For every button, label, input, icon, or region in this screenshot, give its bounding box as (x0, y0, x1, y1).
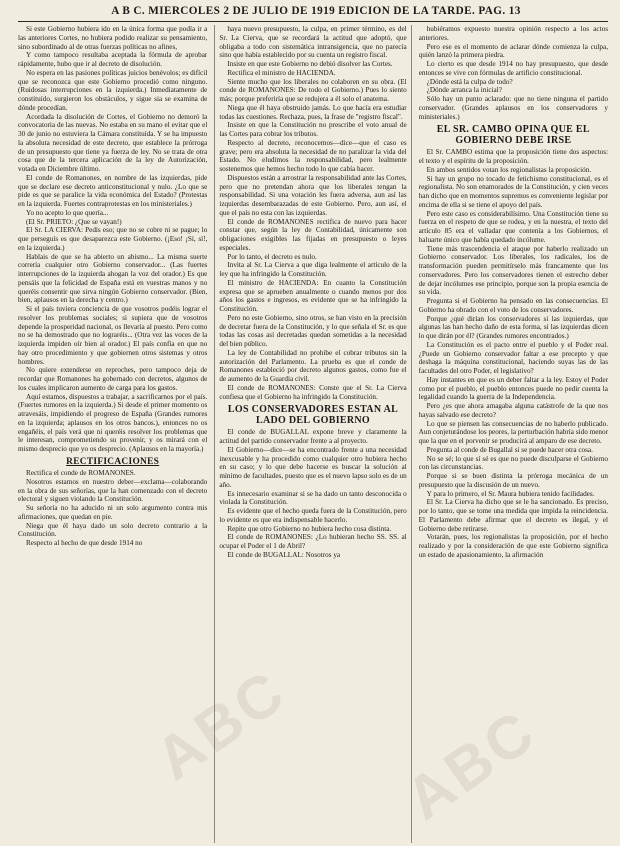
paragraph: Respecto al decreto, reconocemos—dice—que el caso es grave; pero era absoluta la necesidad de no paralizar la vida del Estado. No eludimos la responsabilidad, pero lealmente sostenemos que hemos hecho todo lo que cabía hacer. (219, 138, 407, 173)
paragraph: Si el país tuviera conciencia de que vosotros podéis lograr el resolver los problemas sociales; si supiera que de vosotros depende la prosperidad nacional, os llevaría al puesto. Pero como no se ha demostrado que no lograréis... (Otra vez las voces de la izquierda impiden oír bien al orador.) El país confía en que no hay otro procedimiento y que gobiernen otros sistemas y otros hombres. (18, 305, 208, 366)
paragraph: El conde de BUGALLAL expone breve y claramente la actitud del partido conservador frente a al proyecto. (219, 428, 407, 445)
paragraph: Es evidente que el hecho queda fuera de la Constitución, pero lo evidente es que era indispensable hacerlo. (219, 507, 407, 524)
paragraph: El conde de ROMANONES: Conste que el Sr. La Cierva confiesa que el Gobierno ha infringido la Constitución. (219, 383, 407, 401)
paragraph: ¿Dónde está la culpa de todo? (426, 77, 513, 86)
column-3-body (419, 25, 608, 121)
paragraph: Tiene más trascendencia el ataque por haberlo realizado un Gobierno conservador. Los liberales, los radicales, los de transformación pueden permitírselo más francamente que los conservadores. Pero los conservadores tienen el estrecho deber de dejar incólumes ese principio, porque son la propia esencia de su vida. (418, 244, 608, 297)
paragraph: Si hay un grupo no tocado de fetichismo constitucional, es el regionalista. No son enamorados de la Constitución, y cien veces han dicho que en momentos supremos es conveniente legislar por encima de ella si se tiene el apoyo del país. (418, 174, 608, 209)
paragraph: Pregunta al conde de Bugallal si se puede hacer otra cosa. (426, 445, 593, 454)
paragraph: Hablais de que se ha abierto un abismo... La misma suerte correría cualquier otro Gobierno conservador... (Las fuertes interrupciones de la izquierda ahogan la voz del orador.) Es que pensáis que la felicidad de España está en vuestras manos y no queréis consentir que sirva ningún Gobierno conservador. (Bien, bien, aplausos en la derecha y centro.) (18, 252, 208, 305)
paragraph: Dispuestos están a arrostrar la responsabilidad ante las Cortes, pero que no pretendan ahora que los liberales tengan la responsabilidad. Si una votación les fuera adversa, aun así las izquierdas desembarazadas de este Gobierno. Pero, aun así, el que el país no esta con las izquierdas. (219, 173, 407, 217)
paragraph: Pero este caso es considerabilísimo. Una Constitución tiene su fuerza en el respeto de que se rodea, y en la nuestra, el texto del artículo 85 era el valladar que contenía a los Gobiernos, el baluarte único que había quedado incólume. (418, 209, 608, 244)
paragraph: Pero ese es el momento de aclarar dónde comienza la culpa, quién lanzó la primera piedra. (418, 42, 608, 60)
heading-cambo: EL SR. CAMBO OPINA QUE EL GOBIERNO DEBE IRSE (436, 124, 590, 147)
paragraph: Nosotros estamos en nuestro deber—exclama—colaborando en la obra de sus señorías, que la han comenzado con el decreto electoral y siguen violando la Constitución. (18, 477, 208, 504)
paragraph: El Sr. LA CIERVA: Pedís eso; que no se cobre ni se pague; lo que perseguís es que desaparezca este Gobierno. (¡Eso! ¡Sí, sí!, en la izquierda.) (18, 226, 208, 252)
paragraph: Hay instantes en que es un deber faltar a la ley. Estoy el Poder como por el pueblo, el pueblo entonces puede no pedir cuenta la legalidad cuando la guerra de la Independencia. (418, 375, 608, 402)
page-header (18, 5, 608, 22)
column-2-rest (219, 428, 406, 559)
paragraph: Niega que él haya obstruido jamás. Lo que hacía era estudiar todas las cuestiones. Rechaza, pues, la frase de "registro fiscal". (219, 103, 407, 121)
paragraph: No espera en las pasiones políticas juicios benévolos; es difícil que se reconozca que este Gobierno procedió como ninguno. (Ruidosas interrupciones en la izquierda.) Inmediatamente de constituído, surgieron los obstáculos, y sigue sia se examina de dónde procedían. (18, 68, 208, 112)
paragraph: Acordada la disolución de Cortes, el Gobierno no demoró la convocatoria de las nuevas. No estaba en su mano el evitar que el 30 de junio no estuviera la Cámara constituída. Y se ha impuesto la absoluta necesidad de este decreto, que establece la prórroga de un presupuesto que tiene ya fuerza de ley. No se trata de otra cosa que de la tercera aplicación de la ley de Autorización, votada en Diciembre último. (18, 112, 208, 173)
paragraph: Insiste en que la Constitución no prescribe el voto anual de las Cortes para cobrar los tributos. (219, 121, 407, 138)
paragraph: Pero ¿es que ahora amagaba alguna catástrofe de la que nos hayas salvado ese decreto? (418, 402, 608, 419)
paragraph: No quiere extenderse en reproches, pero tampoco deja de recordar que Romanones ha gobernado con decretos, algunos de los cuales implicaron aumento de carga para los gastos. (18, 366, 208, 392)
column-1 (18, 25, 207, 843)
paragraph: Y como tampoco resultaba aceptada la fórmula de aprobar rápidamente, hubo que ir al decreto de disolución. (18, 51, 208, 68)
paragraph: Votarán, pues, los regionalistas la proposición, por el hecho realizado y por la consideración de que este Gobierno significa un estado de apasionamiento, la afirmación (418, 533, 608, 559)
paragraph: Si este Gobierno hubiera ido en la única forma que podía ir a las anteriores Cortes, no hubiera podido realizar su pensamiento, sino subordinado al de otras fuerzas políticas no afines, (18, 25, 208, 51)
column-3 (419, 25, 608, 843)
article-columns (18, 25, 608, 843)
paragraph: Respecto al hecho de que desde 1914 no (26, 539, 143, 548)
paragraph: El Gobierno—dice—se ha encontrado frente a una necesidad inexcusable y ha procedido como cualquier otro hubiera hecho en su caso; y lo que debe hacerse es buscar la solución al mínimo de facultades, puesto que es el nuevo lapso solo es de un año. (219, 445, 407, 489)
paragraph: No se sé; lo que sí sé es que no puede disculparse el Gobierno con las circunstancias. (418, 454, 608, 472)
paragraph: Pregunta si el Gobierno ha pensado en las consecuencias. El Gobierno ha obrado con el voto de los conservadores. (418, 297, 608, 314)
paragraph: El conde de ROMANONES: ¿Lo hubieran hecho SS. SS. al ocupar el Poder el 1 de Abril? (219, 533, 407, 550)
column-2 (214, 25, 411, 843)
paragraph: Rectifica el ministro de HACIENDA. (227, 68, 336, 77)
paragraph: El Sr. CAMBO estima que la proposición tiene dos aspectos: el texto y el espíritu de la proposición. (418, 148, 608, 165)
paragraph: El conde de ROMANONES rectifica de nuevo para hacer constar que, según la ley de Contabilidad, únicamente son obligaciones exigibles las fijadas en presupuesto o leyes especiales. (219, 217, 407, 252)
paragraph: Insiste en que este Gobierno no debió disolver las Cortes. (227, 60, 393, 68)
paragraph: hubiéramos expuesto nuestra opinión respecto a los actos anteriores. (418, 25, 608, 42)
paragraph: Lo que se piensen las consecuencias de no haberlo publicado. Aun conjeturándose los peores, la perturbación habría sido menor que la que en el porvenir se producirá al amparo de ese decreto. (418, 419, 608, 445)
paragraph: En ambos sentidos votan los regionalistas la proposición. (426, 165, 592, 174)
paragraph: El ministro de HACIENDA: En cuanto la Constitución expresa que se aprueben anualmente o cuando menos por dos años los gastos e ingresos, es evidente que se ha infringido la Constitución. (219, 278, 407, 313)
column-3-rest (419, 148, 608, 559)
paragraph: Aquí estamos, dispuestos a trabajar, a sacrificarnos por el país. (Fuertes rumores en la izquierda.) Si desde el primer momento os atravesáis, impidiendo el progreso de España (Grandes rumores en la izquierda; aplausos en los otros bancos.), entonces no os engañéis, el país verá que ni queréis resolver los problemas que le interesan, comprometiendo su provenir, y os mirará con el mismo desprecio que yo os desprecio. (Aplausos en la mayoría.) (18, 392, 208, 453)
paragraph: Porque si se buen distinta la prórroga mecánica de un presupuesto que la discusión de un nuevo. (418, 472, 608, 489)
watermark: ABC (143, 656, 299, 793)
paragraph: Es innecesario examinar si se ha dado un tanto desconocida o violada la Constitución. (219, 489, 407, 507)
paragraph: haya nuevo presupuesto, la culpa, en primer término, es del Sr. La Cierva, que se recordará la actitud que adoptó, que obligaba a todo con sistemática intransigencia, que no parecía sino que había establecido por su cuenta un registro fiscal. (219, 25, 407, 60)
paragraph: Su señoría no ha aducido ni un solo argumento contra mis afirmaciones, que quedan en pie. (18, 504, 208, 521)
paragraph: La ley de Contabilidad no prohibe el cobrar tributos sin la autorización del Parlamento. La prueba es que el conde de Romanones estableció por decreto algunos gastos, como fue el de aumento de la Guardia civil. (219, 348, 407, 383)
paragraph: Porque ¿qué dirían los conservadores si las izquierdas, que algunas las han hecho daño de esta forma, si las izquierdas dicen lo que dirán por él? (Grandes rumores encontrados.) (418, 314, 608, 340)
paragraph: ¿Dónde arranca la inicial? (426, 86, 502, 95)
paragraph: Repite que otro Gobierno no hubiera hecho cosa distinta. (227, 524, 392, 533)
column-2-body (219, 25, 406, 401)
header-text: A B C. MIERCOLES 2 DE JULIO DE 1919 EDICION DE LA TARDE. PAG. 13 (111, 5, 521, 17)
paragraph: Invita al Sr. La Cierva a que diga lealmente el artículo de la ley que ha infringido la Constitución. (219, 261, 407, 278)
heading-rectificaciones: RECTIFICACIONES (66, 456, 160, 467)
paragraph: Siente mucho que los liberales no colaboren en su obra. (El conde de ROMANONES: De todo el Gobierno.) Pues lo siento más; porque preferiría que se redujera a él solo el anatema. (219, 77, 407, 103)
watermark-2: ABC (393, 696, 549, 833)
paragraph: Sólo hay un punto aclarado: que no tiene ninguna el partido conservador. (Grandes aplausos en los conservadores y ministeriales.) (418, 95, 608, 121)
paragraph: Yo no acepto lo que quería... (26, 208, 109, 217)
paragraph: Y para lo primero, el Sr. Maura hubiera tenido facilidades. (426, 489, 595, 498)
heading-conservadores: LOS CONSERVADORES ESTAN AL LADO DEL GOBIERNO (227, 404, 399, 427)
paragraph: El Sr. La Cierva ha dicho que se le ha sancionado. Es preciso, por lo tanto, que se tome una medida que impida la reincidencia. El Parlamento debe afirmar que el decreto es ilegal, y el Gobierno debe retirarse. (418, 498, 608, 533)
paragraph: Rectifica el conde de ROMANONES. (26, 469, 136, 478)
paragraph: El conde de Romanones, en nombre de las izquierdas, pide que se declare ese decreto anticonstitucional y nulo. ¿Lo que se pide es que se paralice la vida económica del Estado? (Protestas en la izquierda. Fuertes contraprotestas en los ministeriales.) (18, 173, 208, 208)
paragraph: (El Sr. PRIETO: ¿Que se vayan!) (26, 217, 122, 226)
paragraph: Pero no este Gobierno, sino otros, se han visto en la precisión de decretar fuera de la Constitución, y lo que señala el Sr. es que todas las cosas así decretadas quedan sometidas a la necesidad del bien público. (219, 313, 407, 348)
column-1-body (18, 25, 207, 454)
column-1-rectificaciones (18, 469, 207, 548)
paragraph: La Constitución es el pacto entre el pueblo y el Poder real. ¿Puede un Gobierno conservador faltar a ese precepto y que deshaga la máquina constitucional, haciendo suyas las de las facultades del otro Poder, el legislativo? (418, 340, 608, 375)
paragraph: Lo cierto es que desde 1914 no hay presupuesto, que desde entonces se vive con fórmulas de artificio constitucional. (418, 60, 608, 77)
paragraph: Por lo tanto, el decreto es nulo. (227, 252, 317, 261)
paragraph: El conde de BUGALLAL: Nosotros ya (227, 550, 341, 559)
paragraph: Niega que él haya dado un solo decreto contrario a la Constitución. (18, 521, 208, 539)
